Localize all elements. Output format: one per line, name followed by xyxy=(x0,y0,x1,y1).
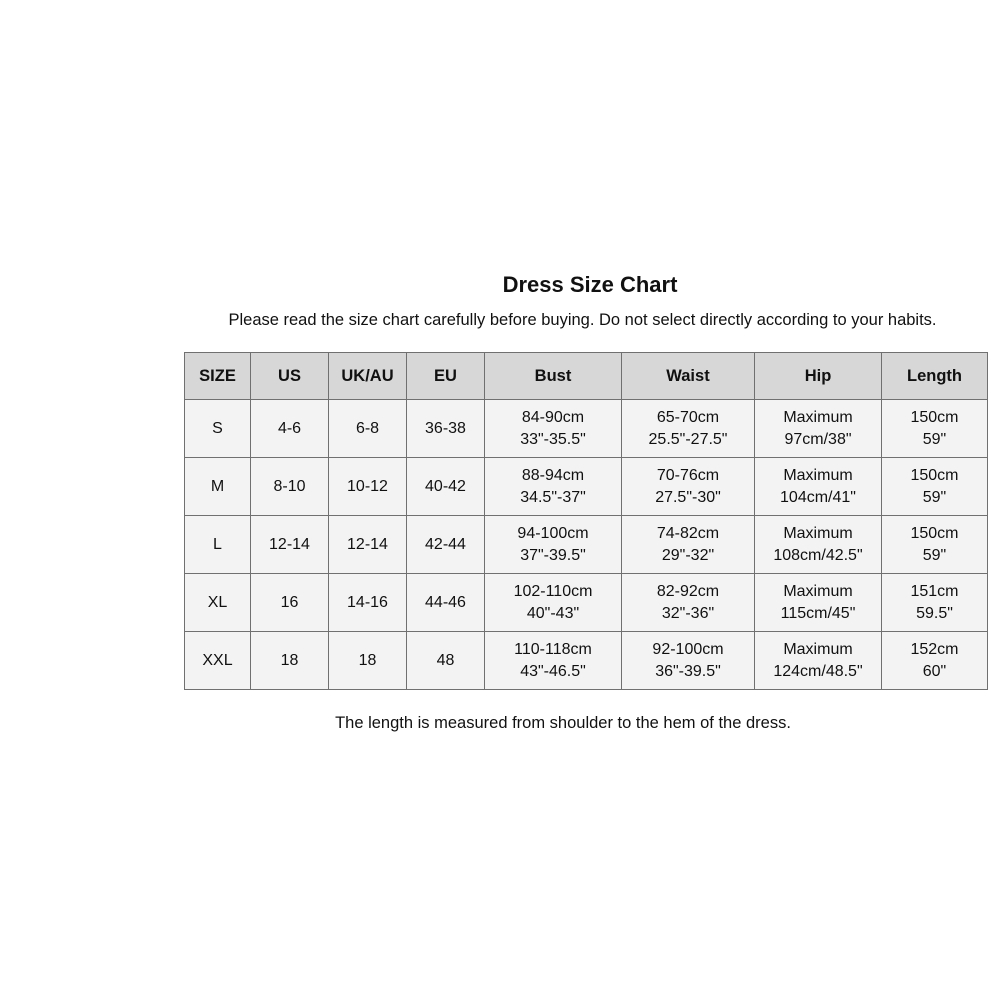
bust-cell xyxy=(485,458,622,516)
hip-value: 97cm/38" xyxy=(784,430,852,448)
size-cell: XXL xyxy=(185,632,251,690)
bust-inch: 43"-46.5" xyxy=(520,662,586,680)
waist-cm: 74-82cm xyxy=(656,524,720,542)
column-header-size: SIZE xyxy=(185,353,251,400)
waist-cell xyxy=(622,574,755,632)
us-cell: 12-14 xyxy=(251,516,329,574)
bust-cm: 84-90cm xyxy=(521,408,585,426)
waist-inch: 32"-36" xyxy=(661,604,715,622)
table-row xyxy=(185,458,988,516)
eu-cell: 42-44 xyxy=(407,516,485,574)
bust-inch: 34.5"-37" xyxy=(520,488,586,506)
length-inch: 60" xyxy=(922,662,947,680)
waist-inch: 29"-32" xyxy=(661,546,715,564)
size-cell: M xyxy=(185,458,251,516)
size-cell: S xyxy=(185,400,251,458)
column-header-hip: Hip xyxy=(755,353,882,400)
bust-inch: 40"-43" xyxy=(526,604,580,622)
hip-cell xyxy=(755,632,882,690)
waist-cm: 82-92cm xyxy=(656,582,720,600)
ukau-cell: 6-8 xyxy=(329,400,407,458)
hip-cell xyxy=(755,458,882,516)
hip-label: Maximum xyxy=(783,640,853,658)
us-cell: 8-10 xyxy=(251,458,329,516)
table-row xyxy=(185,516,988,574)
hip-value: 124cm/48.5" xyxy=(773,662,863,680)
length-cell xyxy=(882,400,988,458)
length-cm: 152cm xyxy=(910,640,959,658)
bust-cell xyxy=(485,516,622,574)
table-header-row xyxy=(185,353,988,400)
hip-cell xyxy=(755,516,882,574)
hip-value: 108cm/42.5" xyxy=(773,546,863,564)
column-header-length: Length xyxy=(882,353,988,400)
length-cm: 150cm xyxy=(910,524,959,542)
waist-cell xyxy=(622,632,755,690)
length-inch: 59" xyxy=(922,488,947,506)
eu-cell: 48 xyxy=(407,632,485,690)
length-cell xyxy=(882,632,988,690)
length-inch: 59" xyxy=(922,546,947,564)
waist-inch: 27.5"-30" xyxy=(655,488,721,506)
length-cell xyxy=(882,574,988,632)
size-cell: L xyxy=(185,516,251,574)
ukau-cell: 10-12 xyxy=(329,458,407,516)
length-cell xyxy=(882,516,988,574)
hip-label: Maximum xyxy=(783,408,853,426)
table-row xyxy=(185,632,988,690)
eu-cell: 44-46 xyxy=(407,574,485,632)
table-row xyxy=(185,400,988,458)
us-cell: 16 xyxy=(251,574,329,632)
waist-cm: 92-100cm xyxy=(652,640,724,658)
column-header-ukau: UK/AU xyxy=(329,353,407,400)
hip-value: 115cm/45" xyxy=(780,604,856,622)
waist-cm: 65-70cm xyxy=(656,408,720,426)
us-cell: 18 xyxy=(251,632,329,690)
hip-value: 104cm/41" xyxy=(780,488,856,506)
hip-label: Maximum xyxy=(783,582,853,600)
size-chart-table xyxy=(184,352,988,690)
waist-cm: 70-76cm xyxy=(656,466,720,484)
length-cell xyxy=(882,458,988,516)
column-header-bust: Bust xyxy=(485,353,622,400)
column-header-waist: Waist xyxy=(622,353,755,400)
hip-cell xyxy=(755,574,882,632)
ukau-cell: 14-16 xyxy=(329,574,407,632)
ukau-cell: 18 xyxy=(329,632,407,690)
column-header-us: US xyxy=(251,353,329,400)
waist-cell xyxy=(622,458,755,516)
bust-cm: 88-94cm xyxy=(521,466,585,484)
waist-cell xyxy=(622,400,755,458)
length-cm: 150cm xyxy=(910,408,959,426)
bust-inch: 37"-39.5" xyxy=(520,546,586,564)
eu-cell: 36-38 xyxy=(407,400,485,458)
bust-cm: 102-110cm xyxy=(513,582,593,600)
table-row xyxy=(185,574,988,632)
length-cm: 150cm xyxy=(910,466,959,484)
waist-inch: 25.5"-27.5" xyxy=(648,430,728,448)
page-title: Dress Size Chart xyxy=(502,272,678,297)
bust-cm: 110-118cm xyxy=(514,640,592,658)
bust-inch: 33"-35.5" xyxy=(520,430,586,448)
us-cell: 4-6 xyxy=(251,400,329,458)
length-inch: 59" xyxy=(922,430,947,448)
hip-label: Maximum xyxy=(783,524,853,542)
eu-cell: 40-42 xyxy=(407,458,485,516)
bust-cm: 94-100cm xyxy=(517,524,589,542)
hip-cell xyxy=(755,400,882,458)
ukau-cell: 12-14 xyxy=(329,516,407,574)
bust-cell xyxy=(485,632,622,690)
page-subtitle: Please read the size chart carefully before buying. Do not select directly according to your habits. xyxy=(228,311,937,329)
column-header-eu: EU xyxy=(407,353,485,400)
length-cm: 151cm xyxy=(910,582,959,600)
length-inch: 59.5" xyxy=(916,604,953,622)
measurement-note: The length is measured from shoulder to the hem of the dress. xyxy=(335,714,791,732)
waist-cell xyxy=(622,516,755,574)
bust-cell xyxy=(485,574,622,632)
bust-cell xyxy=(485,400,622,458)
hip-label: Maximum xyxy=(783,466,853,484)
size-cell: XL xyxy=(185,574,251,632)
waist-inch: 36"-39.5" xyxy=(655,662,721,680)
